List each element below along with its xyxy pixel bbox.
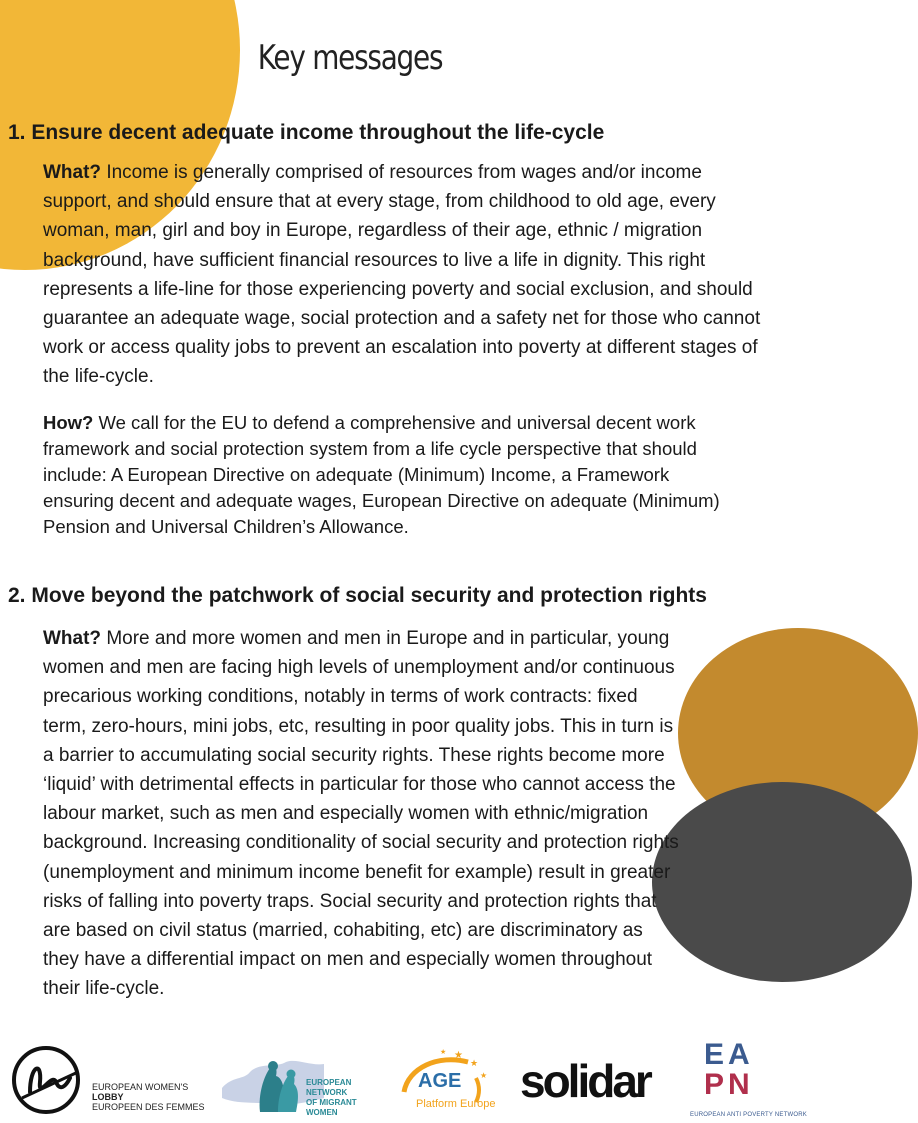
svg-text:★: ★ [470, 1058, 479, 1068]
section-1-what-paragraph [43, 158, 773, 392]
section-2-what-text: More and more women and men in Europe and in particular, young women and men are facing high levels of unemployment and/or continuous precarious working conditions, notably in terms of work contracts: fixed term, zero-hours, mini jobs, etc, resulting in poor quality jobs. This in turn is a barrier to accumulating social security rights. These rights become more ‘liquid’ with detrimental effects in particular for those who cannot access the labour market, such as men and especially women with ethnic/migration background. Increasing conditionality of social security and protection rights (unemployment and minimum income benefit for example) result in greater risks of falling into poverty traps. Social security and protection rights that are based on civil status (married, cohabiting, etc) are discriminatory as they have a differential impact on men and especially women throughout their life-cycle. [43, 628, 679, 1000]
solidar-name: solidar [520, 1055, 650, 1107]
section-2-what-paragraph [43, 624, 683, 1004]
section-1-how-paragraph [43, 410, 743, 540]
ewl-line-2: LOBBY [92, 1092, 124, 1102]
eapn-logo [690, 1036, 807, 1123]
eapn-letters-bottom: PN [704, 1068, 754, 1101]
section-2-heading: 2. Move beyond the patchwork of social security and protection rights [8, 584, 707, 607]
ewl-emblem-icon [8, 1042, 88, 1118]
section-1-what-text: Income is generally comprised of resources from wages and/or income support, and should ensure that at every stage, from childhood to old age, every woman, man, girl and boy in Europe, regardless of their age, ethnic / migration background, have sufficient financial resources to live a life in dignity. This right represents a life-line for those experiencing poverty and social exclusion, and should guarantee an adequate wage, social protection and a safety net for those who cannot work or access quality jobs to prevent an escalation into poverty at different stages of the life-cycle. [43, 162, 761, 388]
svg-text:★: ★ [480, 1071, 488, 1080]
age-name: AGE [418, 1070, 462, 1092]
eapn-caption: EUROPEAN ANTI POVERTY NETWORK [690, 1112, 807, 1118]
european-network-of-migrant-women-logo [220, 1054, 390, 1117]
what-label: What? [43, 628, 102, 649]
age-subtitle: Platform Europe [416, 1098, 496, 1110]
solidar-logo [520, 1054, 670, 1114]
how-label: How? [43, 412, 94, 433]
enomw-line-1: EUROPEAN NETWORK [306, 1078, 352, 1097]
what-label: What? [43, 162, 102, 183]
svg-text:★: ★ [454, 1050, 463, 1061]
svg-text:★: ★ [440, 1049, 447, 1056]
section-1-heading: 1. Ensure decent adequate income throughout the life-cycle [8, 121, 605, 144]
page-title: Key messages [257, 38, 443, 78]
age-platform-europe-logo [398, 1048, 508, 1118]
ewl-line-1: EUROPEAN WOMEN'S [92, 1082, 189, 1092]
european-womens-lobby-logo [8, 1042, 208, 1118]
eapn-letters-top: EA [704, 1038, 754, 1071]
ewl-line-3: EUROPEEN DES FEMMES [92, 1102, 205, 1112]
enomw-line-2: OF MIGRANT WOMEN [306, 1098, 357, 1117]
decorative-dark-circle [652, 782, 912, 982]
partner-logos-footer [0, 1036, 807, 1123]
section-1-how-text: We call for the EU to defend a comprehensive and universal decent work framework and social protection system from a life cycle perspective that should include: A European Directive on adequate (Minimum) Income, a Framework ensuring decent and adequate wages, European Directive on adequate (Minimum) Pension and Universal Children’s Allowance. [43, 412, 720, 537]
